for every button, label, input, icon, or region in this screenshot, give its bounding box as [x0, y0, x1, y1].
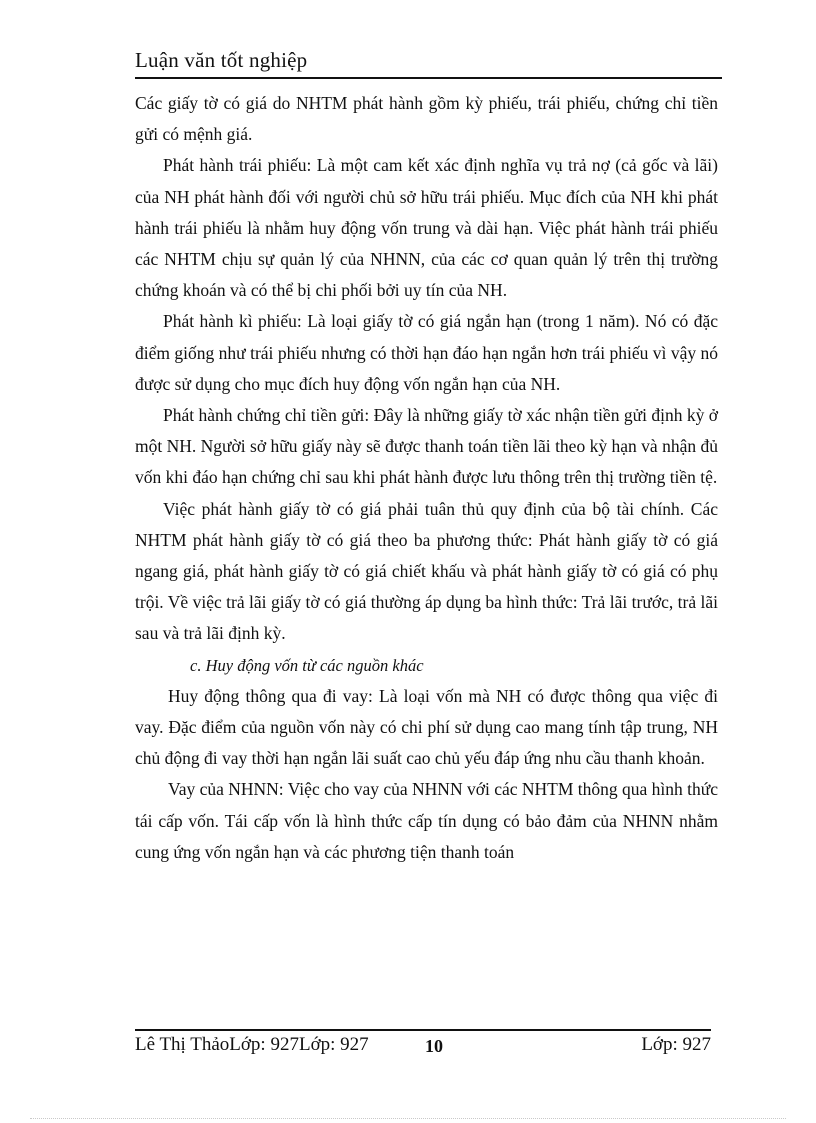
paragraph-certificates-of-deposit: Phát hành chứng chỉ tiền gửi: Đây là những giấy tờ xác nhận tiền gửi định kỳ ở một NH. Người sở hữu giấy này sẽ được thanh toán tiền lãi theo kỳ hạn và nhận đủ vốn khi đáo hạn chứng chỉ sau khi phát hành được lưu thông trên thị trường tiền tệ. — [135, 405, 718, 488]
page-number: 10 — [425, 1036, 443, 1056]
paragraph-central-bank-loans: Vay của NHNN: Việc cho vay của NHNN với các NHTM thông qua hình thức tái cấp vốn. Tái cấp vốn là hình thức cấp tín dụng có bảo đảm của NHNN nhằm cung ứng vốn ngắn hạn và các phương tiện thanh toán — [135, 779, 719, 862]
running-header-title: Luận văn tốt nghiệp — [135, 48, 308, 72]
page-bottom-edge — [30, 1118, 786, 1119]
footer-author-class: Lê Thị ThảoLớp: 927Lớp: 927 — [135, 1034, 369, 1055]
paragraph-borrowing: Huy động thông qua đi vay: Là loại vốn mà NH có được thông qua việc đi vay. Đặc điểm của nguồn vốn này có chi phí sử dụng cao mang tính tập trung, NH chủ động đi vay thời hạn ngắn lãi suất cao chủ yếu đáp ứng nhu cầu thanh khoản. — [135, 685, 718, 769]
document-body — [135, 88, 718, 868]
footer-divider — [135, 1029, 711, 1031]
footer-class: Lớp: 927 — [641, 1034, 711, 1055]
header-divider — [135, 77, 722, 79]
paragraph-promissory-notes: Phát hành kì phiếu: Là loại giấy tờ có giá ngắn hạn (trong 1 năm). Nó có đặc điểm giống như trái phiếu nhưng có thời hạn đáo hạn ngắn hơn trái phiếu vì vậy nó được sử dụng cho mục đích huy động vốn ngắn hạn của NH. — [135, 311, 718, 394]
paragraph-bonds: Phát hành trái phiếu: Là một cam kết xác định nghĩa vụ trả nợ (cả gốc và lãi) của NH phát hành đối với người chủ sở hữu trái phiếu. Mục đích của NH khi phát hành trái phiếu là nhằm huy động vốn trung và dài hạn. Việc phát hành trái phiếu các NHTM chịu sự quản lý của NHNN, của các cơ quan quản lý trên thị trường chứng khoán và có thể bị chi phối bởi uy tín của NH. — [135, 155, 718, 301]
paragraph-intro: Các giấy tờ có giá do NHTM phát hành gồm kỳ phiếu, trái phiếu, chứng chỉ tiền gửi có mệnh giá. — [135, 93, 718, 145]
paragraph-issuance-rules: Việc phát hành giấy tờ có giá phải tuân thủ quy định của bộ tài chính. Các NHTM phát hành giấy tờ có giá theo ba phương thức: Phát hành giấy tờ có giá ngang giá, phát hành giấy tờ có giá chiết khấu và phát hành giấy tờ có giá có phụ trội. Về việc trả lãi giấy tờ có giá thường áp dụng ba hình thức: Trả lãi trước, trả lãi sau và trả lãi định kỳ. — [135, 498, 718, 644]
section-subheading: c. Huy động vốn từ các nguồn khác — [190, 655, 424, 675]
